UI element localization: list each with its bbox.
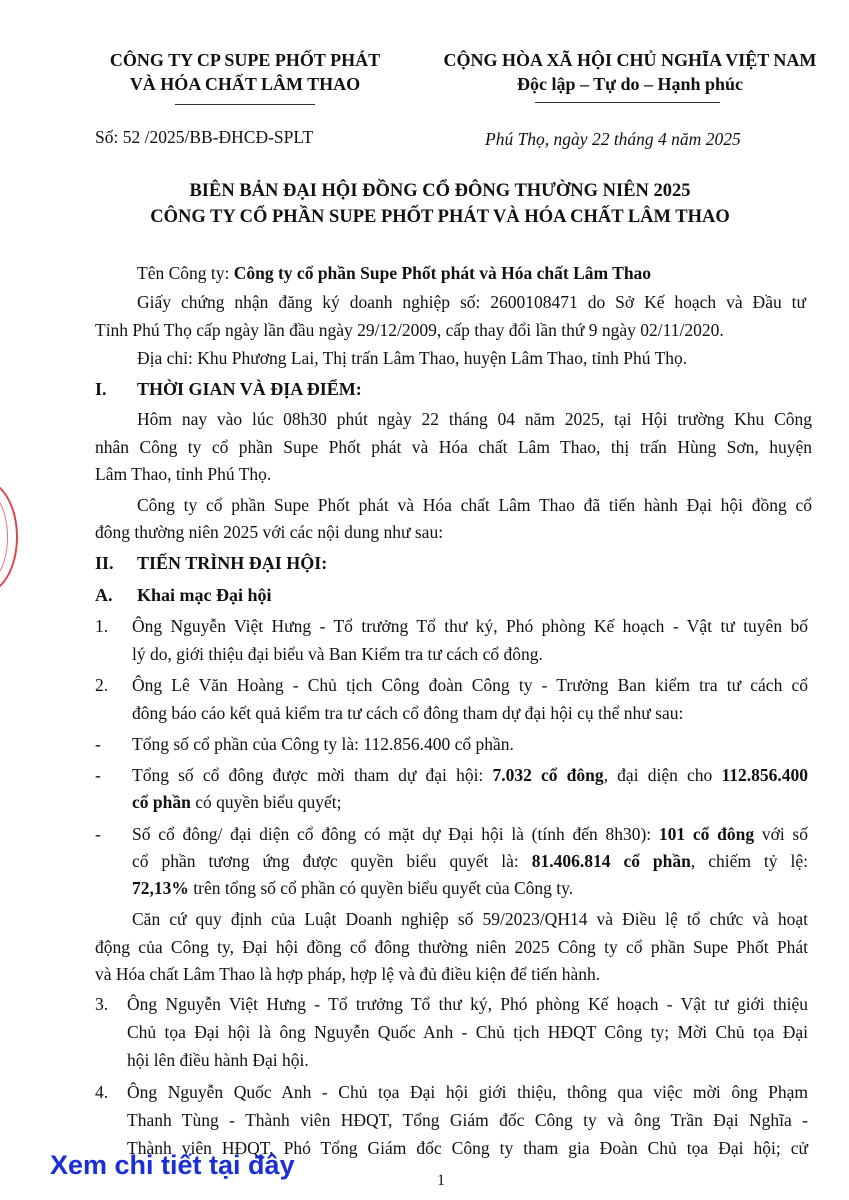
company-name-line1: CÔNG TY CP SUPE PHỐT PHÁT bbox=[109, 50, 381, 70]
section1-p1-line2: nhân Công ty cổ phần Supe Phốt phát và Hóa chất Lâm Thao, thị trấn Hùng Sơn, huyện bbox=[95, 437, 812, 457]
item4-line1: Ông Nguyễn Quốc Anh - Chủ tọa Đại hội giới thiệu, thông qua việc mời ông Phạm bbox=[127, 1082, 808, 1102]
title-line2: CÔNG TY CỔ PHẦN SUPE PHỐT PHÁT VÀ HÓA CHẤT LÂM THAO bbox=[150, 207, 730, 227]
bullet3-dash: - bbox=[95, 824, 101, 844]
title-line1: BIÊN BẢN ĐẠI HỘI ĐỒNG CỔ ĐÔNG THƯỜNG NIÊN 2025 bbox=[189, 181, 691, 201]
company-header bbox=[85, 48, 405, 96]
bullet2-text-a: Tổng số cổ đông được mời tham dự đại hội: bbox=[132, 765, 493, 785]
section1-p2-line1: Công ty cổ phần Supe Phốt phát và Hóa chất Lâm Thao đã tiến hành Đại hội đồng cổ bbox=[137, 495, 812, 515]
item2-number: 2. bbox=[95, 675, 109, 695]
company-name-value: Công ty cổ phần Supe Phốt phát và Hóa chất Lâm Thao bbox=[233, 263, 652, 283]
item3-number: 3. bbox=[95, 994, 109, 1014]
nation-underline bbox=[535, 102, 720, 103]
company-name-line2: VÀ HÓA CHẤT LÂM THAO bbox=[129, 74, 361, 94]
section1-p1-line3: Lâm Thao, tỉnh Phú Thọ. bbox=[95, 464, 272, 484]
company-name-row bbox=[137, 262, 651, 284]
registration-line2: Tỉnh Phú Thọ cấp ngày lần đầu ngày 29/12/2009, cấp thay đổi lần thứ 9 ngày 02/11/2020. bbox=[95, 320, 724, 340]
section1-p2-line2: đông thường niên 2025 với các nội dung như sau: bbox=[95, 522, 444, 542]
bullet2-line2 bbox=[132, 791, 342, 813]
item1-number: 1. bbox=[95, 616, 109, 636]
bullet1-text: Tổng số cổ phần của Công ty là: 112.856.400 cổ phần. bbox=[132, 734, 514, 754]
bullet3-text-c: với số bbox=[754, 824, 808, 844]
legal-paragraph-line1: Căn cứ quy định của Luật Doanh nghiệp số 59/2023/QH14 và Điều lệ tổ chức và hoạt bbox=[132, 909, 808, 929]
company-underline bbox=[175, 104, 315, 105]
item1-line1: Ông Nguyễn Việt Hưng - Tổ trưởng Tổ thư ký, Phó phòng Kế hoạch - Vật tư tuyên bố bbox=[132, 616, 808, 636]
item2-line1: Ông Lê Văn Hoàng - Chủ tịch Công đoàn Công ty - Trưởng Ban kiểm tra tư cách cổ bbox=[132, 675, 808, 695]
bullet3-text-d: cổ phần tương ứng được quyền biểu quyết là: bbox=[132, 851, 532, 871]
section1-p1-line1: Hôm nay vào lúc 08h30 phút ngày 22 tháng 04 năm 2025, tại Hội trường Khu Công bbox=[137, 409, 812, 429]
item4-line2: Thanh Tùng - Thành viên HĐQT, Tổng Giám đốc Công ty và ông Trần Đại Nghĩa - bbox=[127, 1110, 808, 1130]
bullet2-text-f: có quyền biểu quyết; bbox=[190, 792, 342, 812]
item4-number: 4. bbox=[95, 1082, 109, 1102]
item3-line3: hội lên điều hành Đại hội. bbox=[127, 1050, 309, 1070]
document-date: Phú Thọ, ngày 22 tháng 4 năm 2025 bbox=[485, 129, 741, 149]
item1-line2: lý do, giới thiệu đại biểu và Ban Kiểm tra tư cách cổ đông. bbox=[132, 644, 543, 664]
section1-number: I. bbox=[95, 379, 107, 399]
bullet2-shareholders: 7.032 cổ đông bbox=[492, 765, 604, 785]
subsection-a-number: A. bbox=[95, 585, 113, 605]
item3-line1: Ông Nguyễn Việt Hưng - Tổ trưởng Tổ thư ký, Phó phòng Kế hoạch - Vật tư giới thiệu bbox=[127, 994, 808, 1014]
document-title bbox=[60, 178, 820, 230]
bullet3-text-f: , chiếm tỷ lệ: bbox=[690, 851, 808, 871]
section2-number: II. bbox=[95, 553, 114, 573]
item3-line2: Chủ tọa Đại hội là ông Nguyễn Quốc Anh - Chủ tịch HĐQT Công ty; Mời Chủ tọa Đại bbox=[127, 1022, 808, 1042]
bullet3-line2 bbox=[132, 850, 808, 872]
bullet3-shares: 81.406.814 cổ phần bbox=[531, 851, 691, 871]
bullet3-percent: 72,13% bbox=[132, 878, 189, 898]
page-number: 1 bbox=[437, 1172, 445, 1189]
subsection-a-title: Khai mạc Đại hội bbox=[137, 585, 272, 605]
item4-line3: Thành viên HĐQT, Phó Tổng Giám đốc Công ty tham gia Đoàn Chủ tọa Đại hội; cử bbox=[127, 1138, 808, 1158]
nation-line2: Độc lập – Tự do – Hạnh phúc bbox=[516, 74, 744, 94]
registration-line1: Giấy chứng nhận đăng ký doanh nghiệp số: 2600108471 do Sở Kế hoạch và Đầu tư bbox=[137, 292, 806, 312]
section1-title: THỜI GIAN VÀ ĐỊA ĐIỂM: bbox=[137, 379, 362, 399]
item2-line2: đông báo cáo kết quả kiểm tra tư cách cổ đông tham dự đại hội cụ thể như sau: bbox=[132, 703, 684, 723]
bullet3-line1 bbox=[132, 823, 808, 845]
bullet3-line3 bbox=[132, 877, 573, 899]
company-address: Địa chỉ: Khu Phương Lai, Thị trấn Lâm Thao, huyện Lâm Thao, tỉnh Phú Thọ. bbox=[137, 348, 688, 368]
section2-title: TIẾN TRÌNH ĐẠI HỘI: bbox=[137, 553, 328, 573]
bullet3-text-h: trên tổng số cổ phần có quyền biểu quyết của Công ty. bbox=[188, 878, 574, 898]
document-number: Số: 52 /2025/BB-ĐHCĐ-SPLT bbox=[95, 127, 314, 147]
bullet2-dash: - bbox=[95, 765, 101, 785]
company-name-label: Tên Công ty: bbox=[137, 263, 234, 283]
bullet2-shares-unit: cổ phần bbox=[132, 792, 191, 812]
bullet2-shares: 112.856.400 bbox=[721, 765, 808, 785]
bullet3-shareholders: 101 cổ đông bbox=[658, 824, 755, 844]
bullet2-line1 bbox=[132, 764, 808, 786]
nation-line1: CỘNG HÒA XÃ HỘI CHỦ NGHĨA VIỆT NAM bbox=[443, 50, 817, 70]
legal-paragraph-line2: động của Công ty, Đại hội đồng cổ đông thường niên 2025 Công ty cổ phần Supe Phốt Phát bbox=[95, 937, 808, 957]
bullet2-text-c: , đại diện cho bbox=[603, 765, 722, 785]
view-details-link[interactable]: Xem chi tiết tại đây bbox=[50, 1150, 295, 1180]
bullet1-dash: - bbox=[95, 734, 101, 754]
nation-header bbox=[420, 48, 840, 96]
bullet3-text-a: Số cổ đông/ đại diện cổ đông có mặt dự Đại hội là (tính đến 8h30): bbox=[132, 824, 659, 844]
company-seal-fragment bbox=[0, 480, 18, 594]
legal-paragraph-line3: và Hóa chất Lâm Thao là hợp pháp, hợp lệ và đủ điều kiện để tiến hành. bbox=[95, 964, 601, 984]
